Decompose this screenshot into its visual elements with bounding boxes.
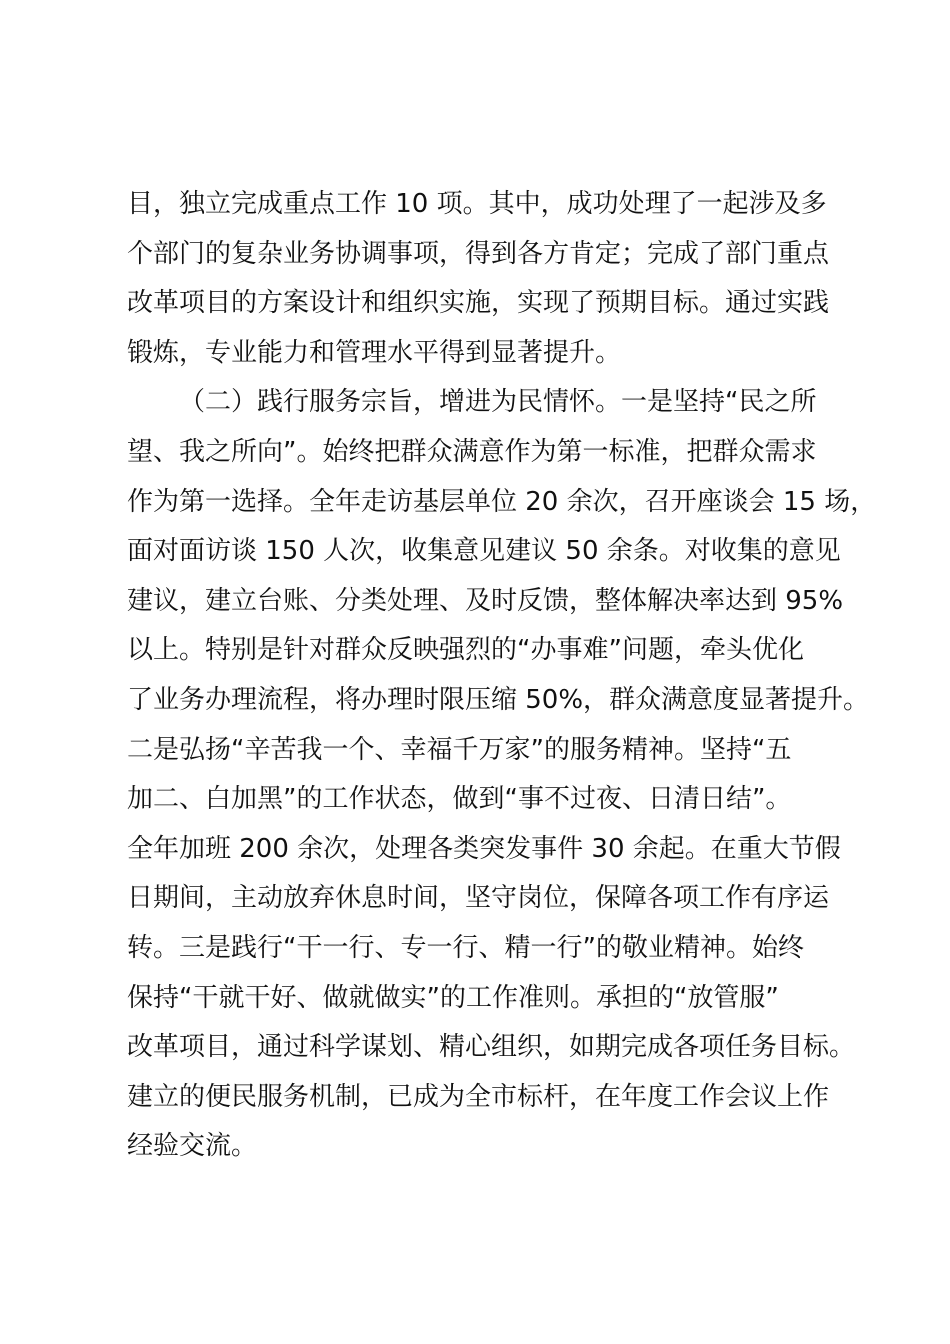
text-line: 日期间，主动放弃休息时间，坚守岗位，保障各项工作有序运 (127, 883, 830, 914)
text-line: 目，独立完成重点工作 10 项。其中，成功处理了一起涉及多 (127, 189, 827, 219)
text-line: 加二、白加黑”的工作状态，做到“事不过夜、日清日结”。 (127, 784, 792, 815)
text-line: 改革项目，通过科学谋划、精心组织，如期完成各项任务目标。 (127, 1032, 856, 1063)
text-line: 转。三是践行“干一行、专一行、精一行”的敬业精神。始终 (127, 932, 804, 963)
text-line: 锻炼，专业能力和管理水平得到显著提升。 (127, 337, 622, 368)
text-line: 了业务办理流程，将办理时限压缩 50%，群众满意度显著提升。 (127, 684, 870, 715)
text-line: 以上。特别是针对群众反映强烈的“办事难”问题，牵头优化 (127, 635, 804, 666)
body-text (127, 180, 877, 1172)
text-line: 改革项目的方案设计和组织实施，实现了预期目标。通过实践 (127, 288, 830, 319)
text-line: 面对面访谈 150 人次，收集意见建议 50 余条。对收集的意见 (127, 536, 841, 567)
text-line: 经验交流。 (127, 1131, 258, 1162)
text-line: 建议，建立台账、分类处理、及时反馈，整体解决率达到 95% (127, 585, 844, 616)
text-line: 作为第一选择。全年走访基层单位 20 余次，召开座谈会 15 场， (127, 486, 877, 517)
text-line: 个部门的复杂业务协调事项，得到各方肯定；完成了部门重点 (127, 238, 830, 269)
text-line: 建立的便民服务机制，已成为全市标杆，在年度工作会议上作 (127, 1081, 830, 1112)
text-line: 全年加班 200 余次，处理各类突发事件 30 余起。在重大节假 (127, 833, 841, 864)
section-heading-line: （二）践行服务宗旨，增进为民情怀。一是坚持“民之所 (179, 387, 817, 418)
text-line: 二是弘扬“辛苦我一个、幸福千万家”的服务精神。坚持“五 (127, 734, 792, 765)
text-line: 望、我之所向”。始终把群众满意作为第一标准，把群众需求 (127, 436, 817, 467)
text-line: 保持“干就干好、做就做实”的工作准则。承担的“放管服” (127, 982, 779, 1013)
